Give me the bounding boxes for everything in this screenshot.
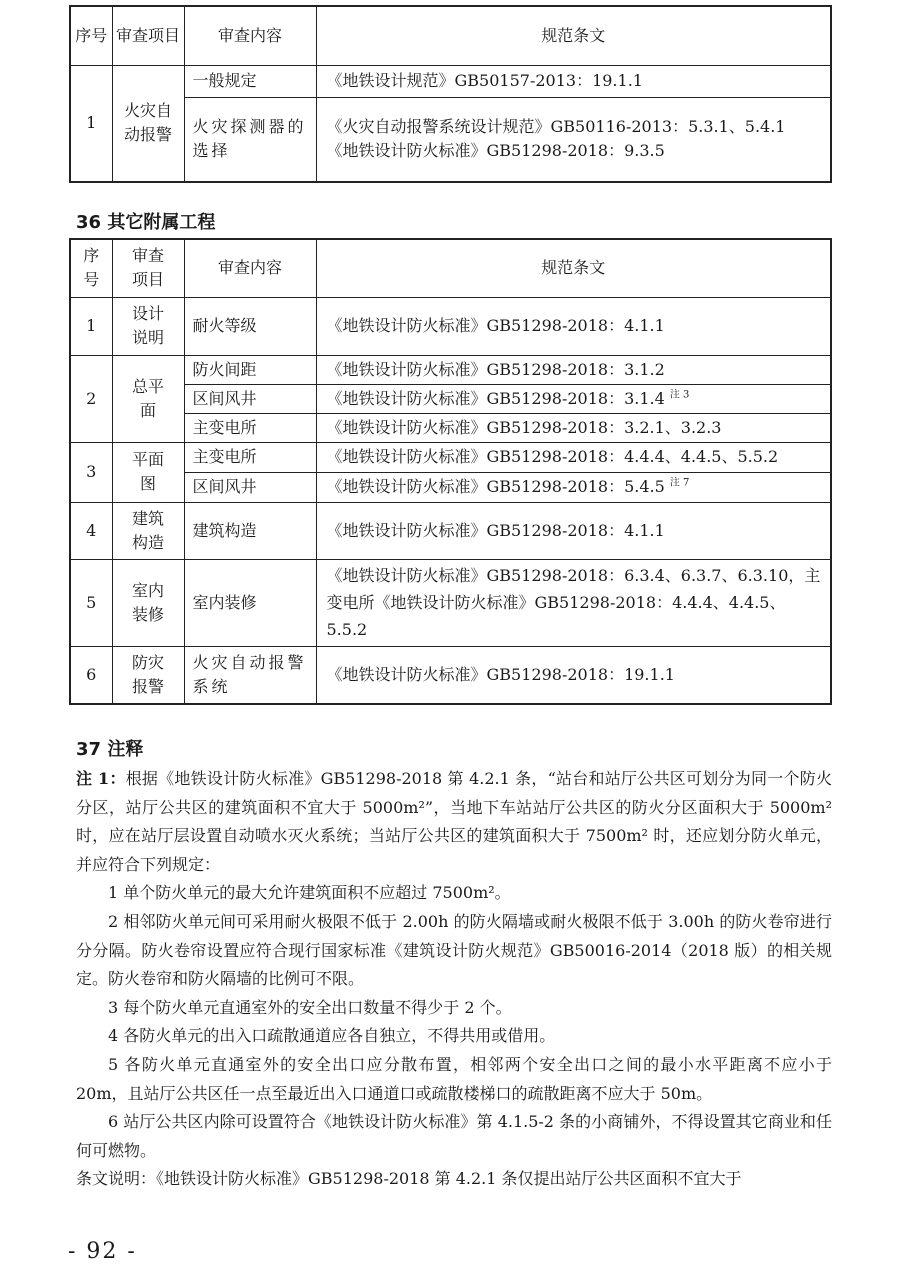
table-row [70, 559, 831, 646]
row-spec [316, 97, 831, 182]
header-spec: 规范条文 [316, 6, 831, 65]
table-row [70, 472, 831, 502]
table-row [70, 413, 831, 442]
row-content: 火灾自动报警系统 [184, 646, 316, 704]
table-row [70, 355, 831, 384]
row-content: 主变电所 [184, 442, 316, 472]
header-content: 审查内容 [184, 239, 316, 297]
row-content: 一般规定 [184, 65, 316, 97]
row-item: 总平面 [112, 355, 184, 442]
row-spec: 《地铁设计规范》GB50157-2013：19.1.1 [316, 65, 831, 97]
row-spec: 《地铁设计防火标准》GB51298-2018：4.1.1 [316, 502, 831, 559]
notes-body [76, 765, 832, 1194]
row-spec [316, 472, 831, 502]
row-spec: 《地铁设计防火标准》GB51298-2018：4.1.1 [316, 297, 831, 355]
header-item: 审查项目 [112, 6, 184, 65]
section-36-title: 36 其它附属工程 [76, 212, 216, 233]
header-item: 审查项目 [112, 239, 184, 297]
note-explanation: 条文说明：《地铁设计防火标准》GB51298-2018 第 4.2.1 条仅提出站厅公共区面积不宜大于 [76, 1169, 742, 1189]
row-no: 6 [70, 646, 112, 704]
row-content: 耐火等级 [184, 297, 316, 355]
row-content: 火灾探测器的选择 [184, 97, 316, 182]
table-row [70, 442, 831, 472]
row-no: 1 [70, 65, 112, 182]
row-spec [316, 384, 831, 413]
table-row [70, 97, 831, 182]
row-no: 4 [70, 502, 112, 559]
header-no: 序号 [70, 6, 112, 65]
row-item: 建筑构造 [112, 502, 184, 559]
note-item: 2 相邻防火单元间可采用耐火极限不低于 2.00h 的防火隔墙或耐火极限不低于 3.00h 的防火卷帘进行分分隔。防火卷帘设置应符合现行国家标准《建筑设计防火规范》GB50016-2014（2018 版）的相关规定。防火卷帘和防火隔墙的比例可不限。 [76, 911, 832, 989]
row-item: 火灾自动报警 [112, 65, 184, 182]
note-1-text: 根据《地铁设计防火标准》GB51298-2018 第 4.2.1 条，“站台和站厅公共区可划分为同一个防火分区，站厅公共区的建筑面积不宜大于 5000m²”，当地下车站站厅公共区的防火分区面积大于 5000m² 时，应在站厅层设置自动喷水灭火系统；当站厅公共区的建筑面积大于 7500m² 时，还应划分防火单元，并应符合下列规定： [76, 769, 832, 874]
row-spec: 《地铁设计防火标准》GB51298-2018：3.2.1、3.2.3 [316, 413, 831, 442]
row-content: 主变电所 [184, 413, 316, 442]
page-number: - 92 - [68, 1239, 137, 1264]
row-spec: 《地铁设计防火标准》GB51298-2018：4.4.4、4.4.5、5.5.2 [316, 442, 831, 472]
row-content: 区间风井 [184, 384, 316, 413]
note-item: 6 站厅公共区内除可设置符合《地铁设计防火标准》第 4.1.5-2 条的小商铺外，不得设置其它商业和任何可燃物。 [76, 1112, 832, 1160]
row-item: 防灾报警 [112, 646, 184, 704]
table-row [70, 297, 831, 355]
header-content: 审查内容 [184, 6, 316, 65]
note-1 [76, 765, 832, 879]
spec-line: 《地铁设计防火标准》GB51298-2018：9.3.5 [326, 141, 665, 161]
note-item: 5 各防火单元直通室外的安全出口应分散布置，相邻两个安全出口之间的最小水平距离不应小于 20m，且站厅公共区任一点至最近出入口通道口或疏散楼梯口的疏散距离不应大于 50m。 [76, 1054, 832, 1103]
note-item: 4 各防火单元的出入口疏散通道应各自独立，不得共用或借用。 [108, 1026, 556, 1046]
note-1-label: 注 1： [76, 769, 126, 788]
row-item: 设计说明 [112, 297, 184, 355]
table-header-row [70, 6, 831, 65]
row-no: 5 [70, 559, 112, 646]
table-row [70, 502, 831, 559]
spec-text: 《地铁设计防火标准》GB51298-2018：5.4.5 [326, 477, 665, 496]
spec-line: 《火灾自动报警系统设计规范》GB50116-2013：5.3.1、5.4.1 [326, 117, 786, 137]
row-item: 室内装修 [112, 559, 184, 646]
note-ref: 注 7 [669, 477, 690, 489]
row-item: 平面图 [112, 442, 184, 502]
note-item: 3 每个防火单元直通室外的安全出口数量不得少于 2 个。 [108, 997, 512, 1017]
note-item: 1 单个防火单元的最大允许建筑面积不应超过 7500m²。 [108, 883, 511, 903]
table-header-row [70, 239, 831, 297]
row-no: 1 [70, 297, 112, 355]
spec-text: 《地铁设计防火标准》GB51298-2018：3.1.4 [326, 388, 665, 408]
table-row [70, 65, 831, 97]
row-content: 室内装修 [184, 559, 316, 646]
row-spec: 《地铁设计防火标准》GB51298-2018：6.3.4、6.3.7、6.3.10，主变电所《地铁设计防火标准》GB51298-2018：4.4.4、4.4.5、5.5.2 [316, 559, 831, 646]
table-row [70, 646, 831, 704]
table-row [70, 384, 831, 413]
row-no: 3 [70, 442, 112, 502]
row-content: 防火间距 [184, 355, 316, 384]
header-spec: 规范条文 [316, 239, 831, 297]
auxiliary-works-table [69, 238, 832, 705]
row-spec: 《地铁设计防火标准》GB51298-2018：19.1.1 [316, 646, 831, 704]
header-no: 序号 [70, 239, 112, 297]
row-content: 建筑构造 [184, 502, 316, 559]
row-spec: 《地铁设计防火标准》GB51298-2018：3.1.2 [316, 355, 831, 384]
row-content: 区间风井 [184, 472, 316, 502]
fire-alarm-table [69, 5, 832, 183]
note-ref: 注 3 [669, 389, 690, 401]
section-37-title: 37 注释 [76, 739, 144, 760]
row-no: 2 [70, 355, 112, 442]
